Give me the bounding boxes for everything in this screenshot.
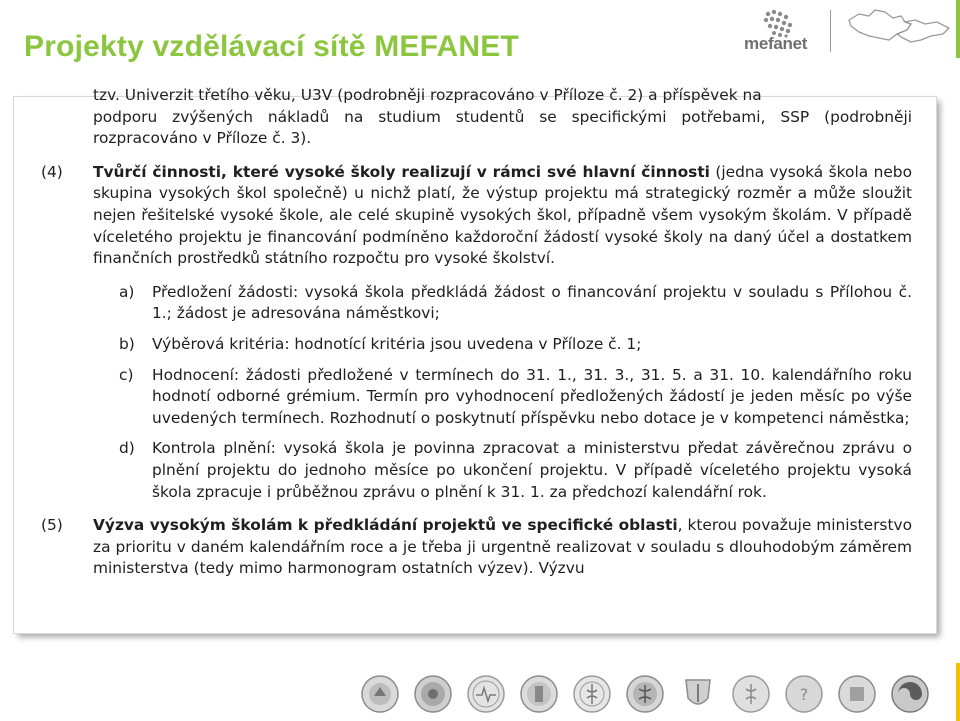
paragraph-number: (5) [41,516,63,535]
paragraph-continued: podporu zvýšených nákladů na studium studentů se specifickými potřebami, SSP (podrobněji rozpracováno v Příloze č. 3). [93,107,912,148]
faculty-seal-icon-3 [466,674,506,714]
list-item-text: Výběrová kritéria: hodnotící kritéria jsou uvedena v Příloze č. 1; [152,334,642,353]
paragraph-bold-lead: Výzva vysokým školám k předkládání projektů ve specifické oblasti [93,516,678,535]
faculty-seal-icon-5 [572,674,612,714]
faculty-seals-row [358,672,938,718]
list-item-letter: c) [119,365,134,384]
brand-wordmark: mefanet [744,34,808,53]
list-item-text: Kontrola plnění: vysoká škola je povinna zpracovat a ministerstvu předat závěrečnou zprávu o plnění projektu do jednoho měsíce po ukončení projektu. V případě víceletého projektu vysoká škola zpracuje i průběžnou zprávu o plnění k 31. 1. za předchozí kalendářní rok. [152,439,912,501]
faculty-seal-icon-11 [890,674,930,714]
faculty-seal-icon-10 [837,674,877,714]
list-item-letter: d) [119,439,135,458]
paragraph-4 [14,162,936,270]
faculty-seal-icon-4 [519,674,559,714]
slide-title: Projekty vzdělávací sítě MEFANET [24,30,519,63]
paragraph-text: (jedna vysoká škola nebo skupina vysokých škol společně) u nichž platí, že výstup projektu má strategický rozměr a může sloužit nejen řešitelské vysoké škole, ale celé skupině vysokých škol, případně všem vysokým školám. V případě víceletého projektu je financování podmíněno každoroční žádostí vysoké školy na daný účel a dostatkem finančních prostředků státního rozpočtu pro vysoké školství. [93,162,912,268]
corner-accent-bar-yellow [956,663,960,721]
list-item-text: Hodnocení: žádosti předložené v termínech do 31. 1., 31. 3., 31. 5. a 31. 10. kalendářního roku hodnotí odborné grémium. Termín pro vyhodnocení předložených žádostí je jeden měsíc po výše uvedených termínech. Rozhodnutí o poskytnutí příspěvku nebo dotace je v kompetenci náměstka; [152,365,912,427]
mefanet-logo [744,8,850,54]
list-item-letter: b) [119,334,135,353]
paragraph-bold-lead: Tvůrčí činnosti, které vysoké školy realizují v rámci své hlavní činnosti [93,162,710,181]
list-item [14,365,936,430]
list-item-letter: a) [119,282,135,301]
list-item-text: Předložení žádosti: vysoká škola předkládá žádost o financování projektu v souladu s Přílohou č. 1.; žádost je adresována náměstkovi; [152,282,912,323]
faculty-seal-icon-6 [625,674,665,714]
faculty-seal-icon-7 [678,674,718,714]
paragraph-5 [14,515,936,580]
czech-slovak-map-icon [845,6,955,54]
faculty-seal-icon-8 [731,674,771,714]
logo-divider [830,10,831,52]
list-item [14,334,936,356]
list-item [14,282,936,325]
list-item [14,438,936,503]
faculty-seal-icon-9 [784,674,824,714]
corner-accent-bar [956,0,960,58]
top-cut-line: tzv. Univerzit třetího věku, U3V (podrobněji rozpracováno v Příloze č. 2) a příspěvek na [93,86,762,104]
paragraph-number: (4) [41,162,63,181]
paragraph-text: , kterou považuje ministerstvo za prioritu v daném kalendářním roce a je třeba ji urgentně realizovat v souladu s dlouhodobým záměrem ministerstva (tedy mimo harmonogram ostatních výzev). Výzvu [93,516,912,578]
scanned-document [14,86,936,633]
faculty-seal-icon-1 [360,674,400,714]
faculty-seal-icon-2 [413,674,453,714]
svg-text:?: ? [799,685,809,704]
